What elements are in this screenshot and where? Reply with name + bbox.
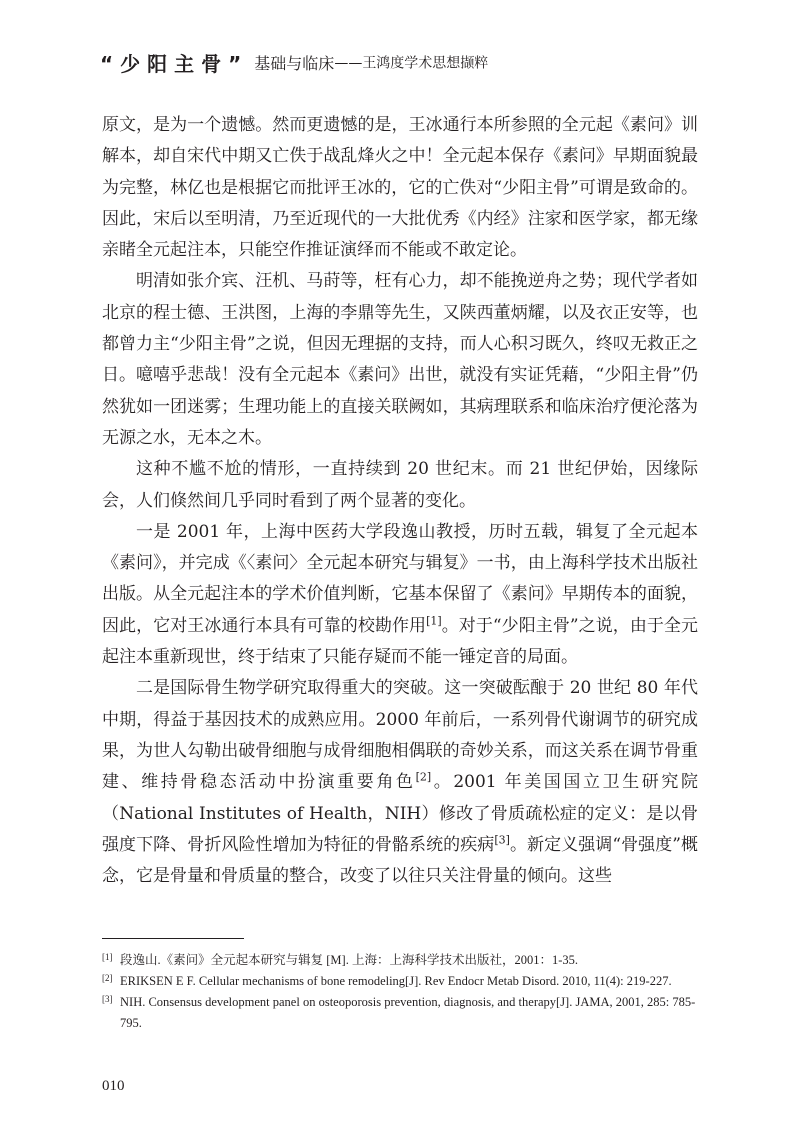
page-number: 010 — [102, 1078, 125, 1094]
paragraph-4 — [102, 517, 698, 673]
paragraph-5-text-3: 。新定义强调“骨强度”概念，它是骨量和骨质量的整合，改变了以往只关注骨量的倾向。这些 — [102, 834, 698, 887]
paragraph-5-text-2: 。2001 年美国国立卫生研究院（National Institutes of Health，NIH）修改了骨质疏松症的定义：是以骨强度下降、骨折风险性增加为特征的骨骼系统的疾病 — [102, 772, 698, 855]
footnote-mark: [2] — [102, 973, 113, 983]
footnote-text: ERIKSEN E F. Cellular mechanisms of bone remodeling[J]. Rev Endocr Metab Disord. 2010, 11(4): 219-227. — [120, 974, 672, 988]
footnote-2 — [102, 971, 698, 992]
footnote-1 — [102, 950, 698, 971]
footnote-divider — [102, 938, 244, 939]
footnote-3 — [102, 992, 698, 1034]
footnote-mark: [1] — [102, 952, 113, 962]
body-text — [102, 110, 698, 892]
paragraph-1: 原文，是为一个遗憾。然而更遗憾的是，王冰通行本所参照的全元起《素问》训解本，却自宋代中期又亡佚于战乱烽火之中！全元起本保存《素问》早期面貌最为完整，林亿也是根据它而批评王冰的，它的亡佚对“少阳主骨”可谓是致命的。因此，宋后以至明清，乃至近现代的一大批优秀《内经》注家和医学家，都无缘亲睹全元起注本，只能空作推证演绎而不能或不敢定论。 — [102, 115, 698, 261]
paragraph-5 — [102, 673, 698, 892]
footnote-text: NIH. Consensus development panel on osteoporosis prevention, diagnosis, and therapy[J]. JAMA, 2001, 285: 785-795. — [120, 995, 696, 1030]
header-title-main: “少阳主骨” — [100, 52, 249, 76]
footnote-ref-3[interactable]: [3] — [494, 833, 510, 847]
footnote-ref-1[interactable]: [1] — [426, 614, 442, 628]
footnotes — [102, 950, 698, 1034]
paragraph-5-text-1: 二是国际骨生物学研究取得重大的突破。这一突破酝酿于 20 世纪 80 年代中期，得益于基因技术的成熟应用。2000 年前后，一系列骨代谢调节的研究成果，为世人勾勒出破骨细胞与成骨细胞相偶联的奇妙关系，而这关系在调节骨重建、维持骨稳态活动中扮演重要角色 — [102, 678, 698, 793]
header-title-sub: 基础与临床 — [254, 54, 335, 73]
paragraph-4-text-after: 。对于“少阳主骨”之说，由于全元起注本重新现世，终于结束了只能存疑而不能一锤定音的局面。 — [102, 615, 698, 668]
footnote-ref-2[interactable]: [2] — [415, 770, 432, 784]
header-title-sub2: ——王鸿度学术思想撷粹 — [334, 55, 489, 72]
paragraph-4-text: 一是 2001 年，上海中医药大学段逸山教授，历时五载，辑复了全元起本《素问》，并完成《〈素问〉全元起本研究与辑复》一书，由上海科学技术出版社出版。从全元起注本的学术价值判断，它基本保留了《素问》早期传本的面貌，因此，它对王冰通行本具有可靠的校勘作用 — [102, 521, 698, 636]
paragraph-2: 明清如张介宾、汪机、马莳等，枉有心力，却不能挽逆舟之势；现代学者如北京的程士德、王洪图，上海的李鼎等先生，又陕西董炳耀，以及衣正安等，也都曾力主“少阳主骨”之说，但因无理据的支持，而人心积习既久，终叹无救正之日。噫嘻乎悲哉！没有全元起本《素问》出世，就没有实证凭藉，“少阳主骨”仍然犹如一团迷雾；生理功能上的直接关联阙如，其病理联系和临床治疗便沦落为无源之水，无本之木。 — [102, 271, 698, 448]
running-header — [100, 48, 488, 78]
footnote-mark: [3] — [102, 994, 113, 1004]
footnote-text: 段逸山.《素问》全元起本研究与辑复 [M]. 上海：上海科学技术出版社，2001：1-35. — [120, 953, 578, 967]
paragraph-3: 这种不尴不尬的情形，一直持续到 20 世纪末。而 21 世纪伊始，因缘际会，人们倏然间几乎同时看到了两个显著的变化。 — [102, 459, 698, 511]
